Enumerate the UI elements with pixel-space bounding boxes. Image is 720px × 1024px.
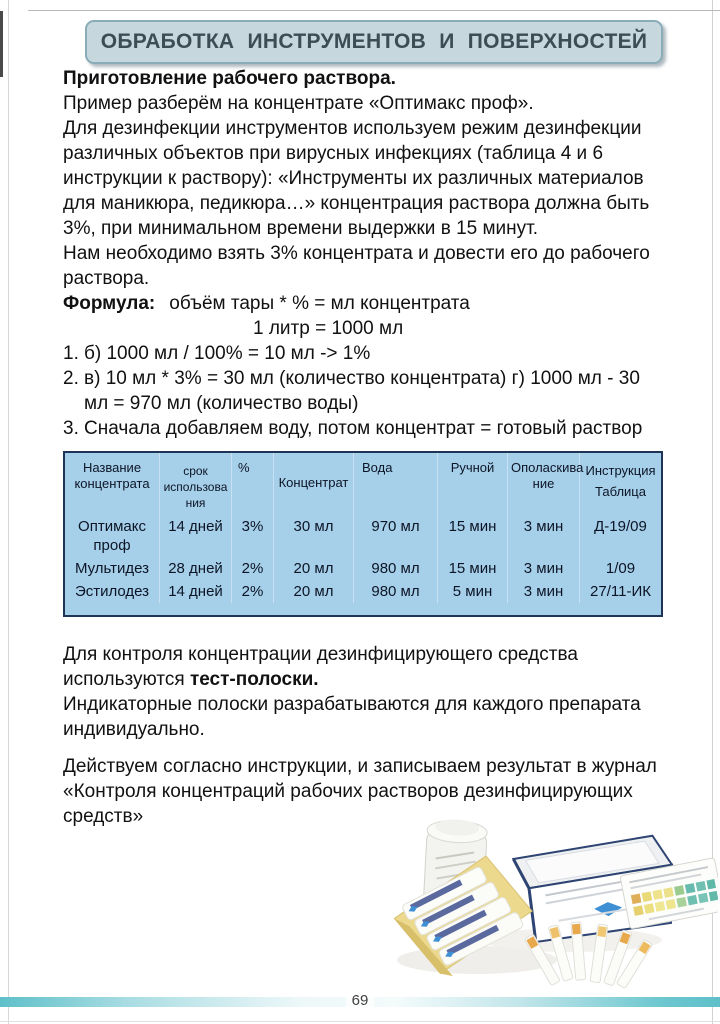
table-cell: Эстилодез — [65, 580, 160, 603]
table-header-concentrate: Концентрат — [274, 453, 354, 515]
paragraph-control-text: Для контроля концентрации дезинфицирующего средства используются — [63, 644, 578, 690]
table-cell: 2% — [232, 557, 274, 580]
paragraph-control — [63, 642, 662, 692]
table-cell: 2% — [232, 580, 274, 603]
steps-list — [63, 341, 662, 441]
table-header-rinse: Ополаскива ние — [508, 453, 580, 515]
formula-text: объём тары * % = мл концентрата — [169, 293, 470, 314]
list-item-text: Сначала добавляем воду, потом концентрат = готовый раствор — [84, 418, 643, 439]
page-number — [0, 992, 720, 1009]
table-cell: 3 мин — [508, 580, 580, 603]
table-cell: 980 мл — [354, 557, 438, 580]
table-cell: 14 дней — [160, 515, 232, 557]
page-number-value: 69 — [346, 992, 375, 1009]
section-heading: Приготовление рабочего раствора. — [63, 68, 396, 89]
list-item — [63, 366, 662, 416]
list-item — [63, 416, 662, 441]
table-cell: 3% — [232, 515, 274, 557]
table-cell: Мультидез — [65, 557, 160, 580]
table-header-name: Название концентрата — [65, 453, 160, 515]
list-item-number: 2. — [63, 368, 79, 389]
formula-row — [63, 291, 662, 316]
disinfectant-table — [63, 451, 663, 617]
table-header-instruction: Инструкция Таблица — [585, 463, 656, 499]
products-photo — [382, 810, 718, 990]
paragraph-journal: Действуем согласно инструкции, и записываем результат в журнал «Контроля концентраций рабочих растворов дезинфицирующих средств» — [63, 756, 657, 827]
table-cell: 30 мл — [274, 515, 354, 557]
page-left-edge-line — [8, 0, 9, 1024]
table-cell: 3 мин — [508, 515, 580, 557]
table-cell: 15 мин — [438, 515, 508, 557]
table-cell: 27/11-ИК — [590, 583, 651, 600]
table-cell: 15 мин — [438, 557, 508, 580]
list-item-number: 1. — [63, 343, 79, 364]
table-cell: 28 дней — [160, 557, 232, 580]
table-cell: 3 мин — [508, 557, 580, 580]
table-cell: 14 дней — [160, 580, 232, 603]
page-title: ОБРАБОТКА ИНСТРУМЕНТОВ И ПОВЕРХНОСТЕЙ — [100, 30, 648, 53]
body-content — [63, 66, 662, 829]
scan-artifact-mark — [0, 11, 3, 77]
table-header-water: Вода — [354, 453, 438, 515]
table-header-percent: % — [232, 453, 274, 515]
table-cell: 20 мл — [274, 557, 354, 580]
paragraph-indicator: Индикаторные полоски разрабатываются для каждого препарата индивидуально. — [63, 694, 641, 740]
paragraph-disinfection: Для дезинфекции инструментов используем режим дезинфекции различных объектов при вирусных инфекциях (таблица 4 и 6 инструкции к раствору): «Инструменты их различных материалов для маникюра, педикюра…» концентрация раствора должна быть 3%, при минимальном времени выдержки в 15 минут. — [63, 118, 650, 239]
table-cell: 20 мл — [274, 580, 354, 603]
table-cell: Оптимакс проф — [65, 515, 160, 557]
paragraph-example: Пример разберём на концентрате «Оптимакс проф». — [63, 93, 534, 114]
table-cell: 5 мин — [438, 580, 508, 603]
list-item — [63, 341, 662, 366]
table-header-term: срок использова ния — [160, 453, 232, 515]
table-cell: 970 мл — [354, 515, 438, 557]
title-banner — [85, 20, 663, 64]
list-item-text: б) 1000 мл / 100% = 10 мл -> 1% — [84, 343, 371, 364]
formula-line2: 1 литр = 1000 мл — [253, 318, 404, 339]
paragraph-need: Нам необходимо взять 3% концентрата и довести его до рабочего раствора. — [63, 243, 650, 289]
formula-label: Формула: — [63, 293, 156, 314]
list-item-number: 3. — [63, 418, 79, 439]
page-top-line — [28, 10, 720, 11]
table-cell: 1/09 — [605, 560, 636, 577]
paragraph-control-bold: тест-полоски. — [189, 669, 319, 690]
table-cell: Д-19/09 — [594, 518, 647, 535]
page-bottom-line — [0, 1021, 720, 1022]
table-header-manual: Ручной — [438, 453, 508, 515]
list-item-text: в) 10 мл * 3% = 30 мл (количество концентрата) г) 1000 мл - 30 мл = 970 мл (количество воды) — [84, 368, 640, 414]
table-cell: 980 мл — [354, 580, 438, 603]
